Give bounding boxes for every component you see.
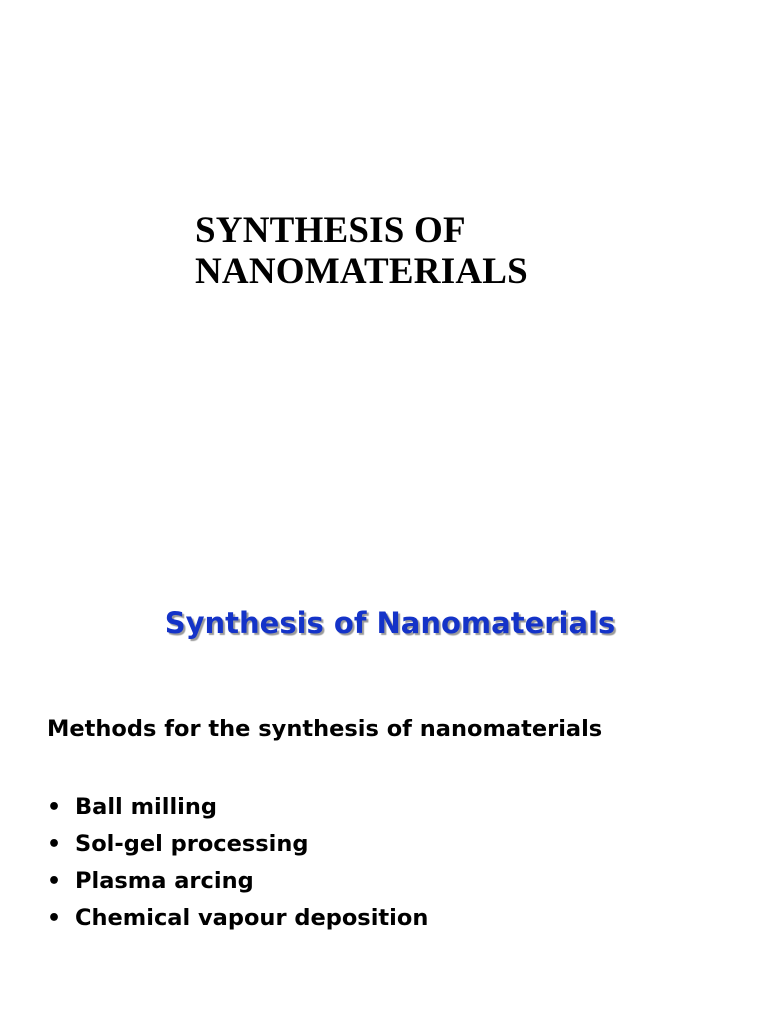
- bullet-icon: •: [47, 795, 62, 820]
- bullet-icon: •: [47, 832, 62, 857]
- method-label: Sol-gel processing: [75, 831, 309, 857]
- main-title-line-1: SYNTHESIS OF: [195, 210, 466, 251]
- main-title-line-2: NANOMATERIALS: [195, 251, 528, 292]
- list-item: [47, 826, 428, 863]
- list-item: [47, 900, 428, 937]
- main-title: [195, 210, 528, 292]
- method-label: Ball milling: [75, 794, 218, 820]
- methods-list: [47, 789, 428, 937]
- method-label: Plasma arcing: [75, 868, 254, 894]
- method-label: Chemical vapour deposition: [75, 905, 429, 931]
- bullet-icon: •: [47, 906, 62, 931]
- methods-slide: [0, 512, 768, 1024]
- methods-intro: Methods for the synthesis of nanomaterials: [47, 716, 603, 742]
- section-title: Synthesis of Nanomaterials: [164, 606, 616, 640]
- bullet-icon: •: [47, 869, 62, 894]
- list-item: [47, 863, 428, 900]
- list-item: [47, 789, 428, 826]
